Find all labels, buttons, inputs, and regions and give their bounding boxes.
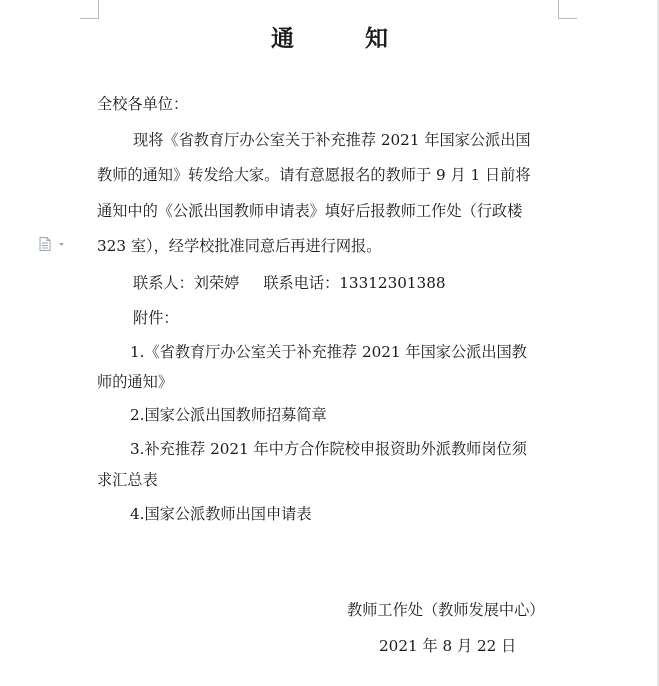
crop-mark-top-right [558,18,577,19]
attachment-item-continued: 求汇总表 [97,471,158,489]
crop-mark-top-left [98,0,99,18]
document-date: 2021 年 8 月 22 日 [379,637,517,655]
attachment-item: 1.《省教育厅办公室关于补充推荐 2021 年国家公派出国教 [130,343,527,361]
contact-phone: 联系电话：13312301388 [263,274,446,292]
body-line: 通知中的《公派出国教师申请表》填好后报教师工作处（行政楼 [97,202,523,220]
document-icon [39,237,67,251]
signature: 教师工作处（教师发展中心） [347,601,545,619]
body-line: 323 室），经学校批准同意后再进行网报。 [97,237,382,255]
attachment-item-continued: 师的通知》 [97,373,173,391]
salutation: 全校各单位： [97,95,189,113]
attachments-label: 附件： [133,309,179,327]
body-line: 现将《省教育厅办公室关于补充推荐 2021 年国家公派出国 [133,131,531,149]
attachment-item: 4.国家公派教师出国申请表 [130,505,312,523]
document-title: 通 知 [271,26,412,52]
contact-person: 联系人：刘荣婷 [133,274,240,292]
body-line: 教师的通知》转发给大家。请有意愿报名的教师于 9 月 1 日前将 [97,166,531,184]
attachment-item: 3.补充推荐 2021 年中方合作院校申报资助外派教师岗位须 [130,440,527,458]
contact-line [133,273,446,293]
crop-mark-top-right [558,0,559,18]
chevron-down-icon [59,243,64,246]
crop-mark-top-left [80,18,99,19]
attachment-item: 2.国家公派出国教师招募简章 [130,406,327,424]
paragraph-marker[interactable] [39,236,67,250]
